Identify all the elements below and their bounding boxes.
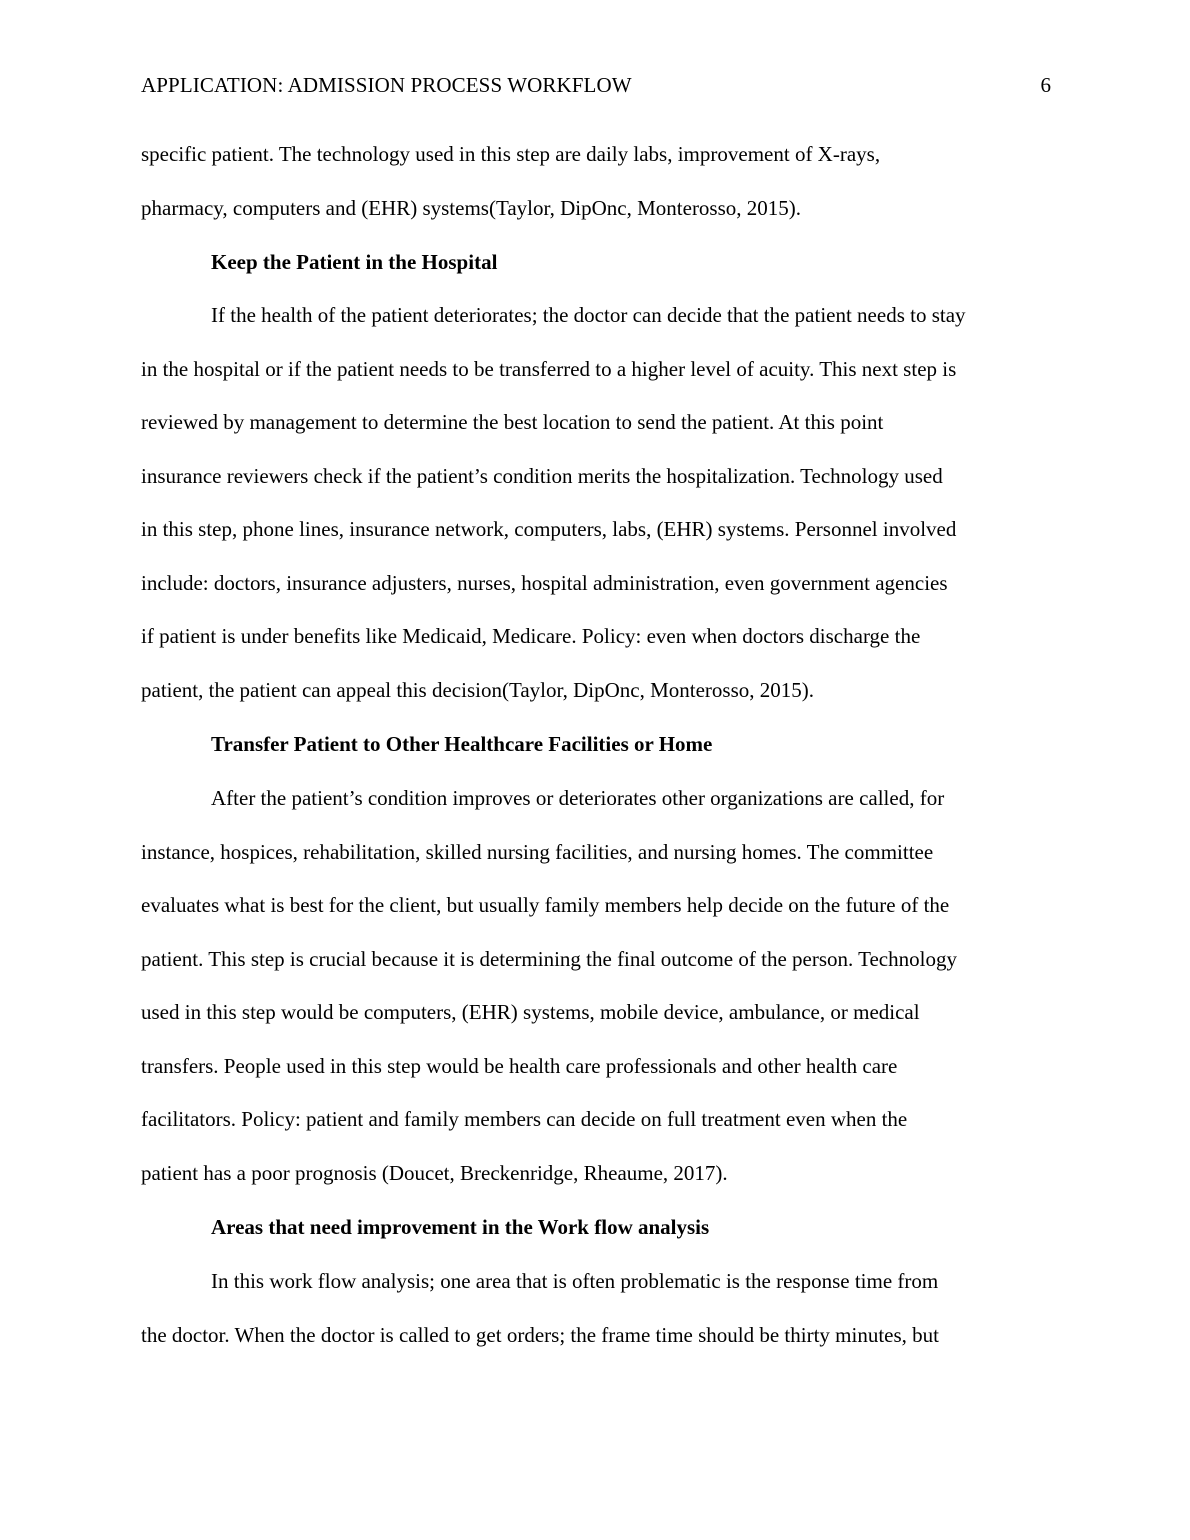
body-line: instance, hospices, rehabilitation, skilled nursing facilities, and nursing homes. The committee [141,840,934,864]
body-line: transfers. People used in this step would be health care professionals and other health care [141,1054,898,1078]
body-line: include: doctors, insurance adjusters, nurses, hospital administration, even government agencies [141,571,948,595]
body-line: pharmacy, computers and (EHR) systems(Taylor, DipOnc, Monterosso, 2015). [141,196,802,220]
body-line: patient, the patient can appeal this decision(Taylor, DipOnc, Monterosso, 2015). [141,678,815,702]
section-heading-areas-improvement: Areas that need improvement in the Work flow analysis [211,1215,710,1239]
body-line: facilitators. Policy: patient and family members can decide on full treatment even when the [141,1107,908,1131]
body-line: reviewed by management to determine the best location to send the patient. At this point [141,410,884,434]
section-heading-transfer-patient: Transfer Patient to Other Healthcare Facilities or Home [211,732,713,756]
paragraph-first-line: In this work flow analysis; one area that is often problematic is the response time from [211,1269,939,1293]
paragraph-first-line: If the health of the patient deteriorates; the doctor can decide that the patient needs to stay [211,303,966,327]
page-number: 6 [1040,73,1051,97]
running-head [141,70,1051,100]
body-line: if patient is under benefits like Medicaid, Medicare. Policy: even when doctors discharge the [141,624,921,648]
body-line: patient has a poor prognosis (Doucet, Breckenridge, Rheaume, 2017). [141,1161,728,1185]
body-line: in the hospital or if the patient needs to be transferred to a higher level of acuity. This next step is [141,357,957,381]
body-line: insurance reviewers check if the patient’s condition merits the hospitalization. Technology used [141,464,943,488]
body-line: used in this step would be computers, (EHR) systems, mobile device, ambulance, or medical [141,1000,920,1024]
body-line: in this step, phone lines, insurance network, computers, labs, (EHR) systems. Personnel involved [141,517,957,541]
paragraph-first-line: After the patient’s condition improves or deteriorates other organizations are called, for [211,786,945,810]
body-line: patient. This step is crucial because it is determining the final outcome of the person. Technology [141,947,957,971]
running-head-title: APPLICATION: ADMISSION PROCESS WORKFLOW [141,73,632,97]
body-line: evaluates what is best for the client, but usually family members help decide on the future of the [141,893,950,917]
body-line: specific patient. The technology used in this step are daily labs, improvement of X-rays, [141,142,881,166]
section-heading-keep-patient: Keep the Patient in the Hospital [211,250,498,274]
body-line: the doctor. When the doctor is called to get orders; the frame time should be thirty minutes, but [141,1323,939,1347]
